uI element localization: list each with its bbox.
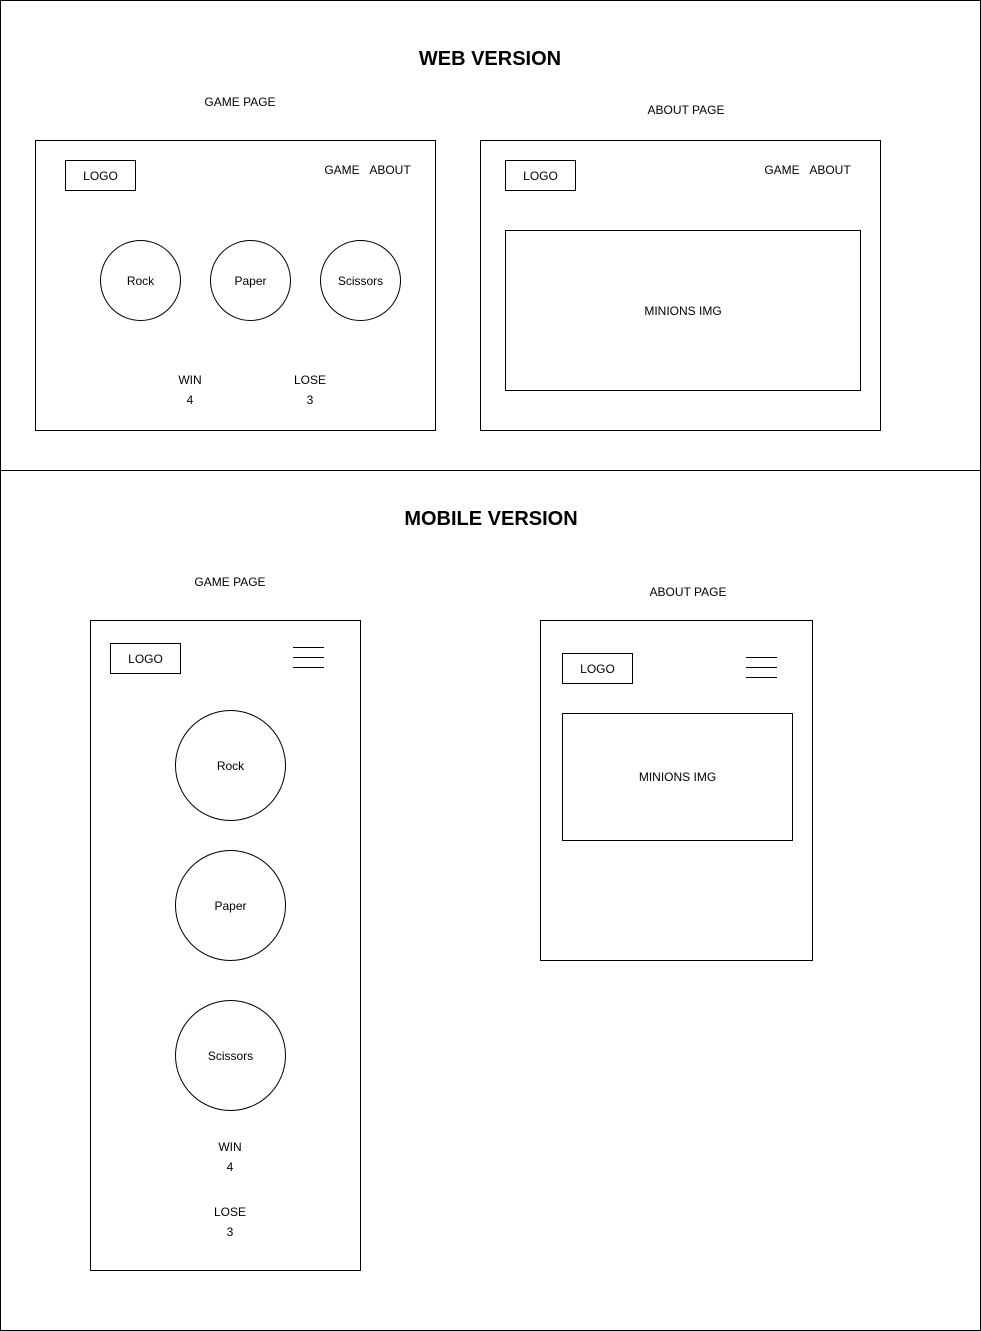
mobile-about-page-caption: ABOUT PAGE: [649, 585, 727, 599]
mobile-minions-image: MINIONS IMG: [562, 713, 793, 841]
mobile-about-logo[interactable]: LOGO: [562, 653, 633, 684]
mobile-version-title: MOBILE VERSION: [404, 508, 578, 530]
mobile-scissors-button[interactable]: Scissors: [175, 1000, 286, 1111]
web-rock-button[interactable]: Rock: [100, 240, 181, 321]
hamburger-icon[interactable]: [746, 657, 778, 679]
web-game-logo[interactable]: LOGO: [65, 160, 136, 191]
web-paper-button[interactable]: Paper: [210, 240, 291, 321]
web-game-page-caption: GAME PAGE: [204, 95, 276, 109]
web-win-label: WIN: [178, 373, 202, 387]
web-about-page-caption: ABOUT PAGE: [647, 103, 725, 117]
web-lose-label: LOSE: [293, 373, 326, 387]
mobile-lose-label: LOSE: [213, 1205, 246, 1219]
web-scissors-button[interactable]: Scissors: [320, 240, 401, 321]
web-lose-value: 3: [306, 393, 314, 407]
web-game-nav-game[interactable]: GAME: [324, 163, 360, 177]
web-win-value: 4: [186, 393, 194, 407]
web-about-nav-game[interactable]: GAME: [764, 163, 800, 177]
mobile-game-page-caption: GAME PAGE: [194, 575, 266, 589]
hamburger-icon[interactable]: [293, 647, 325, 669]
web-game-nav-about[interactable]: ABOUT: [369, 163, 411, 177]
web-about-logo[interactable]: LOGO: [505, 160, 576, 191]
mobile-rock-button[interactable]: Rock: [175, 710, 286, 821]
web-minions-image: MINIONS IMG: [505, 230, 861, 391]
mobile-paper-button[interactable]: Paper: [175, 850, 286, 961]
mobile-win-label: WIN: [218, 1140, 242, 1154]
web-about-nav-about[interactable]: ABOUT: [809, 163, 851, 177]
mobile-win-value: 4: [226, 1160, 234, 1174]
mobile-lose-value: 3: [226, 1225, 234, 1239]
mobile-game-logo[interactable]: LOGO: [110, 643, 181, 674]
web-version-title: WEB VERSION: [418, 48, 562, 70]
